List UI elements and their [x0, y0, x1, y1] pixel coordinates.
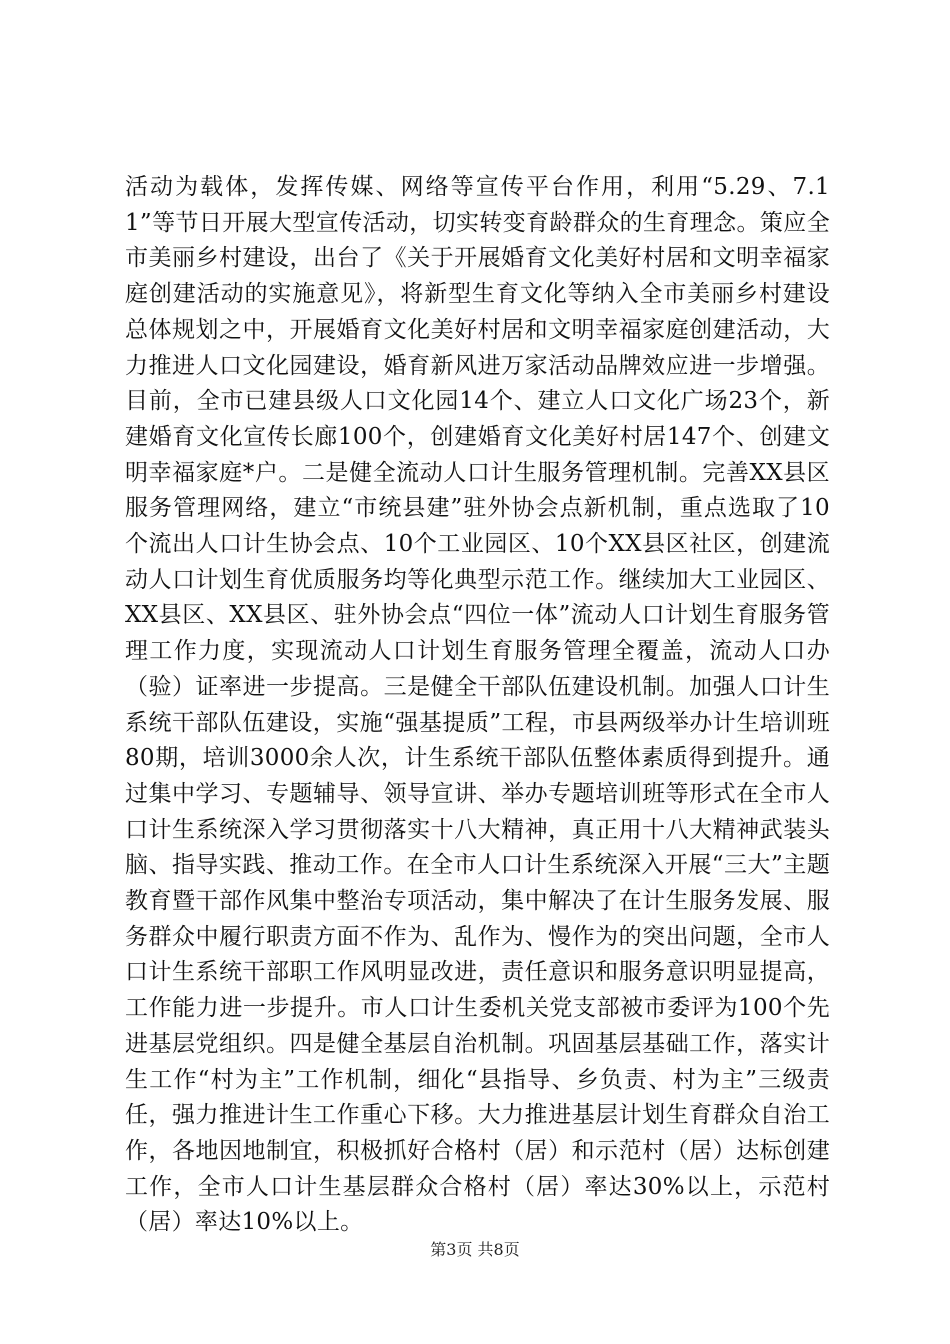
- page-footer: 第3页 共8页: [430, 1240, 520, 1259]
- body-paragraph: 活动为载体，发挥传媒、网络等宣传平台作用，利用“5.29、7.11”等节日开展大型宣传活动，切实转变育龄群众的生育理念。策应全市美丽乡村建设，出台了《关于开展婚育文化美好村居和文明幸福家庭创建活动的实施意见》，将新型生育文化等纳入全市美丽乡村建设总体规划之中，开展婚育文化美好村居和文明幸福家庭创建活动，大力推进人口文化园建设，婚育新风进万家活动品牌效应进一步增强。目前，全市已建县级人口文化园14个、建立人口文化广场23个，新建婚育文化宣传长廊100个，创建婚育文化美好村居147个、创建文明幸福家庭*户。二是健全流动人口计生服务管理机制。完善XX县区服务管理网络，建立“市统县建”驻外协会点新机制，重点选取了10个流出人口计生协会点、10个工业园区、10个XX县区社区，创建流动人口计划生育优质服务均等化典型示范工作。继续加大工业园区、XX县区、XX县区、驻外协会点“四位一体”流动人口计划生育服务管理工作力度，实现流动人口计划生育服务管理全覆盖，流动人口办（验）证率进一步提高。三是健全干部队伍建设机制。加强人口计生系统干部队伍建设，实施“强基提质”工程，市县两级举办计生培训班80期，培训3000余人次，计生系统干部队伍整体素质得到提升。通过集中学习、专题辅导、领导宣讲、举办专题培训班等形式在全市人口计生系统深入学习贯彻落实十八大精神，真正用十八大精神武装头脑、指导实践、推动工作。在全市人口计生系统深入开展“三大”主题教育暨干部作风集中整治专项活动，集中解决了在计生服务发展、服务群众中履行职责方面不作为、乱作为、慢作为的突出问题，全市人口计生系统干部职工作风明显改进，责任意识和服务意识明显提高，工作能力进一步提升。市人口计生委机关党支部被市委评为100个先进基层党组织。四是健全基层自治机制。巩固基层基础工作，落实计生工作“村为主”工作机制，细化“县指导、乡负责、村为主”三级责任，强力推进计生工作重心下移。大力推进基层计划生育群众自治工作，各地因地制宜，积极抓好合格村（居）和示范村（居）达标创建工作，全市人口计生基层群众合格村（居）率达30%以上，示范村（居）率达10%以上。: [125, 174, 830, 1236]
